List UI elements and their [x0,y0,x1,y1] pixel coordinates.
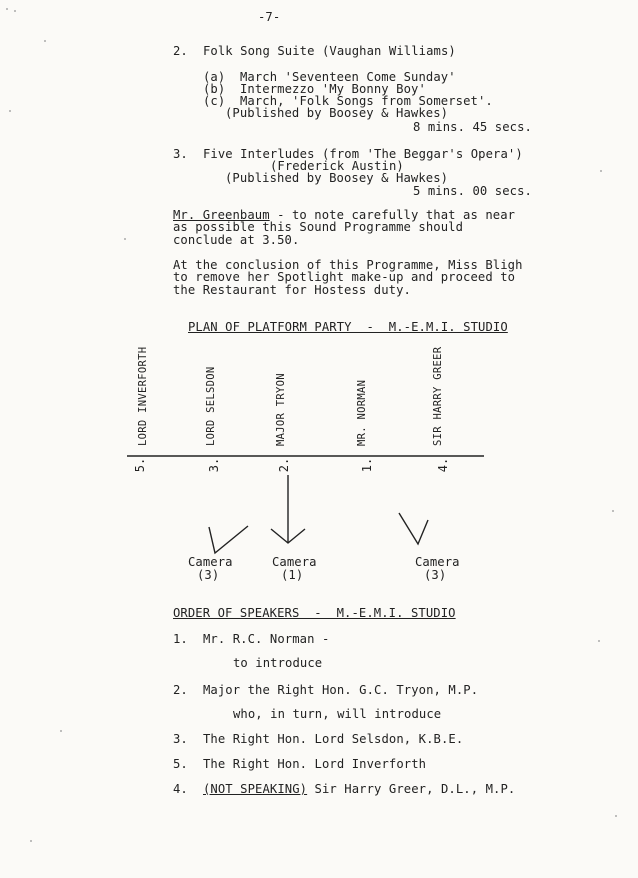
part-label: (a) [203,70,226,84]
position-number: 2. [277,457,292,473]
camera-number: (3) [424,568,447,582]
speaker-text: The Right Hon. Lord Selsdon, K.B.E. [203,732,464,746]
not-speaking-note: (NOT SPEAKING) [203,782,308,796]
speaker-number: 1. [173,632,188,646]
note-line: to remove her Spotlight make-up and proceed to [173,270,516,284]
camera-number: (3) [197,568,220,582]
part-label: (b) [203,82,226,96]
part-text: March 'Seventeen Come Sunday' [240,70,456,84]
speaker-text: The Right Hon. Lord Inverforth [203,757,427,771]
order-title: ORDER OF SPEAKERS - M.-E.M.I. STUDIO [173,606,456,620]
camera-label: Camera [272,555,317,569]
platform-name: MR. NORMAN [356,379,368,446]
scan-speck [612,510,614,512]
scan-speck [60,730,62,732]
music-item-number: 2. [173,44,188,58]
platform-name: LORD INVERFORTH [137,346,149,446]
scan-speck [44,40,46,42]
publisher-note: (Published by Boosey & Hawkes) [225,106,449,120]
camera-arrow [399,513,428,544]
camera-label: Camera [188,555,233,569]
speaker-text: Mr. R.C. Norman - [203,632,330,646]
platform-name: SIR HARRY GREER [432,346,444,446]
part-text: Intermezzo 'My Bonny Boy' [240,82,426,96]
speaker-line [203,782,515,796]
duration: 8 mins. 45 secs. [413,120,532,134]
scan-speck [598,640,600,642]
note-line: as possible this Sound Programme should [173,220,464,234]
camera-number: (1) [281,568,304,582]
speaker-number: 5. [173,757,188,771]
position-number: 1. [360,457,375,473]
speaker-text: Major the Right Hon. G.C. Tryon, M.P. [203,683,479,697]
note-line: the Restaurant for Hostess duty. [173,283,411,297]
note-line: conclude at 3.50. [173,233,300,247]
platform-name: MAJOR TRYON [275,373,287,446]
speaker-number: 3. [173,732,188,746]
duration: 5 mins. 00 secs. [413,184,532,198]
position-number: 4. [436,457,451,473]
plan-title: PLAN OF PLATFORM PARTY - M.-E.M.I. STUDIO [188,320,508,334]
position-number: 3. [207,457,222,473]
music-item-number: 3. [173,147,188,161]
page-number: -7- [258,10,281,24]
camera-arrow [209,526,248,553]
part-text: March, 'Folk Songs from Somerset'. [240,94,493,108]
camera-label: Camera [415,555,460,569]
scan-speck [615,815,617,817]
note-line: At the conclusion of this Programme, Miss Bligh [173,258,523,272]
composer-note: (Frederick Austin) [270,159,404,173]
scan-speck [124,238,126,240]
music-item-title: Five Interludes (from 'The Beggar's Opera') [203,147,523,161]
scan-speck [30,840,32,842]
publisher-note: (Published by Boosey & Hawkes) [225,171,449,185]
speaker-text: Sir Harry Greer, D.L., M.P. [307,782,516,796]
part-label: (c) [203,94,226,108]
scan-speck [14,10,16,12]
scan-speck [9,110,11,112]
music-item-title: Folk Song Suite (Vaughan Williams) [203,44,456,58]
speaker-text: who, in turn, will introduce [233,707,442,721]
speaker-number: 4. [173,782,188,796]
scan-speck [6,8,8,10]
speaker-number: 2. [173,683,188,697]
speaker-text: to introduce [233,656,323,670]
position-number: 5. [133,457,148,473]
platform-name: LORD SELSDON [205,366,217,446]
person-name: Mr. Greenbaum [173,208,270,222]
scan-speck [600,170,602,172]
note-text: - to note carefully that as near [269,208,516,222]
